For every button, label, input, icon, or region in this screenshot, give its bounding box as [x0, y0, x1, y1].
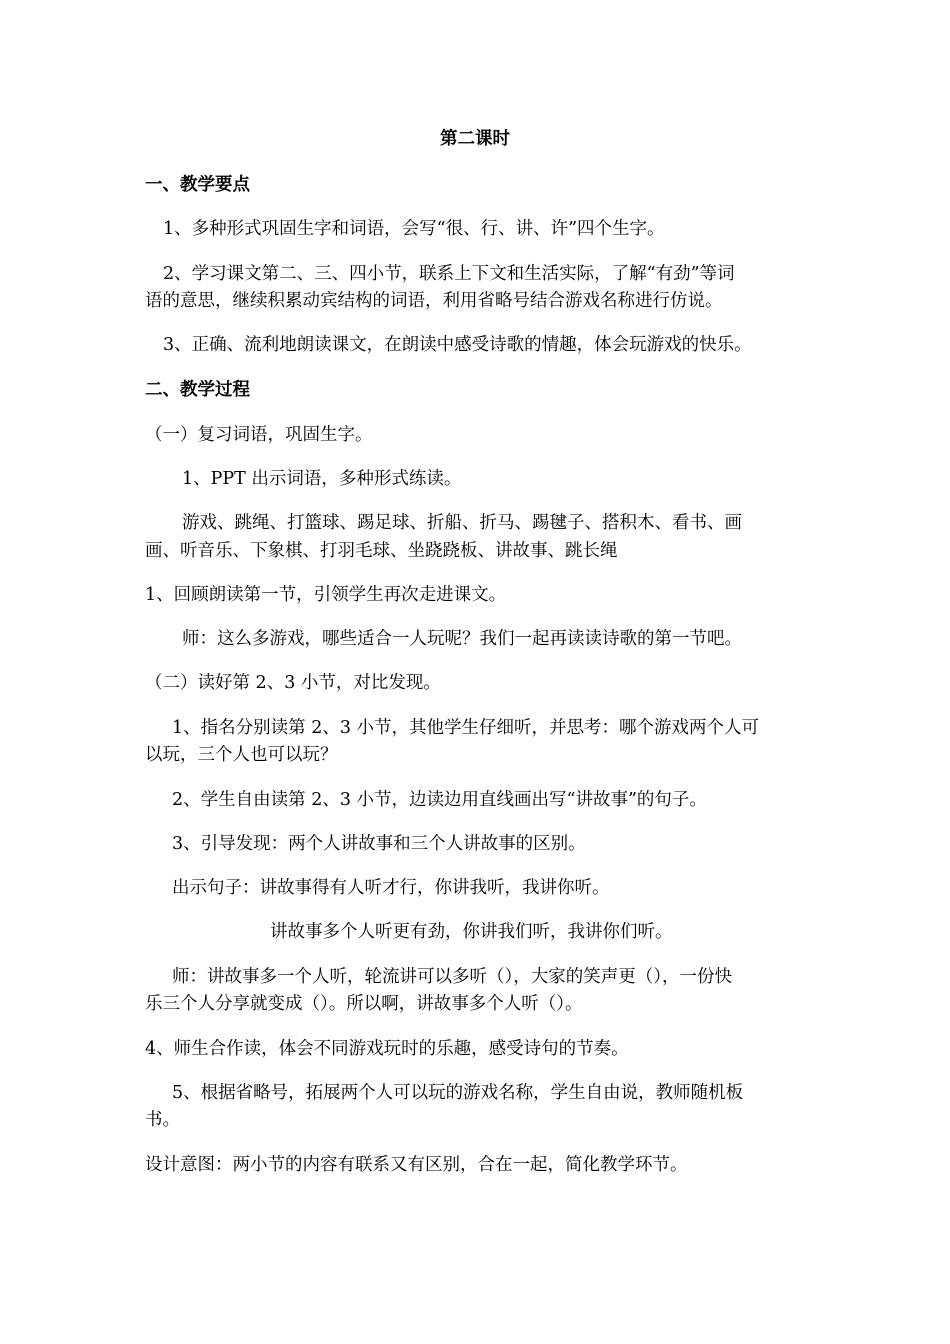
part-2-item-3: 3、引导发现：两个人讲故事和三个人讲故事的区别。	[172, 834, 586, 854]
section-heading-teaching-process: 二、教学过程	[145, 380, 250, 400]
part-2-item-4: 4、师生合作读，体会不同游戏玩时的乐趣，感受诗句的节奏。	[145, 1039, 629, 1059]
page-title: 第二课时	[440, 129, 510, 149]
part-2-item-2: 2、学生自由读第 2、3 小节，边读边用直线画出写“讲故事”的句子。	[172, 790, 707, 810]
teacher-prompt-2-line-2: 乐三个人分享就变成（）。所以啊，讲故事多个人听（）。	[145, 994, 583, 1014]
word-list-line-2: 画、听音乐、下象棋、打羽毛球、坐跷跷板、讲故事、跳长绳	[145, 541, 618, 561]
point-3: 3、正确、流利地朗读课文，在朗读中感受诗歌的情趣，体会玩游戏的快乐。	[163, 335, 752, 355]
word-list-line-1: 游戏、跳绳、打篮球、踢足球、折船、折马、踢毽子、搭积木、看书、画	[182, 513, 742, 533]
teacher-prompt-1: 师：这么多游戏，哪些适合一人玩呢？我们一起再读读诗歌的第一节吧。	[182, 629, 742, 649]
review-item-1: 1、PPT 出示词语，多种形式练读。	[182, 469, 462, 489]
review-item-1b: 1、回顾朗读第一节，引领学生再次走进课文。	[145, 585, 507, 605]
point-2-line-1: 2、学习课文第二、三、四小节，联系上下文和生活实际，了解“有劲”等词	[163, 264, 735, 284]
design-intent: 设计意图：两小节的内容有联系又有区别，合在一起，简化教学环节。	[145, 1155, 688, 1175]
part-2-item-1-line-2: 以玩，三个人也可以玩？	[145, 745, 338, 765]
teacher-prompt-2-line-1: 师：讲故事多一个人听，轮流讲可以多听（），大家的笑声更（），一份快	[172, 967, 732, 987]
part-2-item-1-line-1: 1、指名分别读第 2、3 小节，其他学生仔细听，并思考：哪个游戏两个人可	[172, 718, 760, 738]
part-1-heading: （一）复习词语，巩固生字。	[145, 425, 373, 445]
example-sentence-1: 出示句子：讲故事得有人听才行，你讲我听，我讲你听。	[172, 878, 610, 898]
part-2-heading: （二）读好第 2、3 小节，对比发现。	[145, 673, 441, 693]
point-2-line-2: 语的意思，继续积累动宾结构的词语，利用省略号结合游戏名称进行仿说。	[145, 291, 723, 311]
point-1: 1、多种形式巩固生字和词语，会写“很、行、讲、许”四个生字。	[163, 219, 665, 239]
part-2-item-5-line-2: 书。	[145, 1110, 180, 1130]
part-2-item-5-line-1: 5、根据省略号，拓展两个人可以玩的游戏名称，学生自由说，教师随机板	[172, 1083, 744, 1103]
example-sentence-2: 讲故事多个人听更有劲，你讲我们听，我讲你们听。	[270, 922, 673, 942]
section-heading-teaching-points: 一、教学要点	[145, 175, 250, 195]
